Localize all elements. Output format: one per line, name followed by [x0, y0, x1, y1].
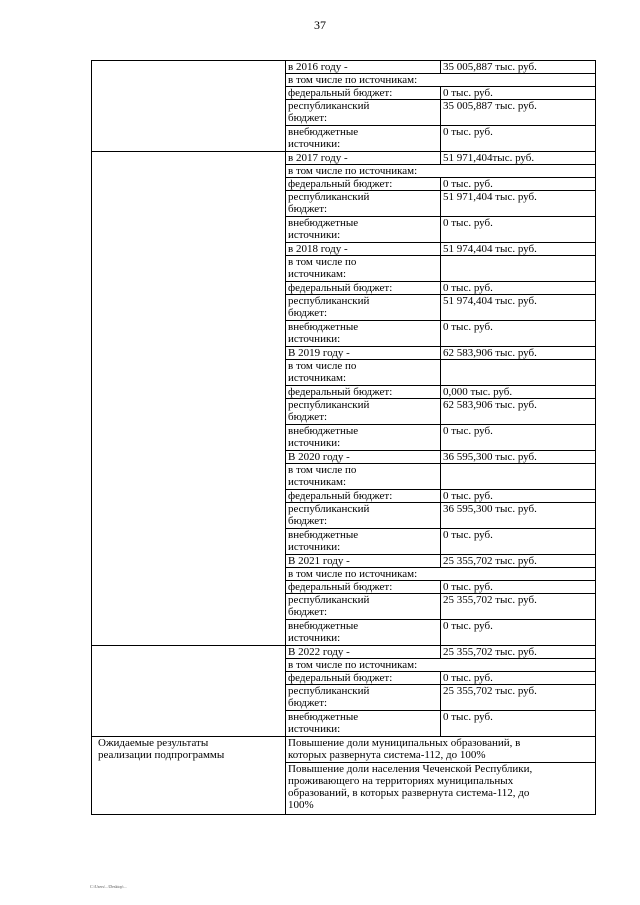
amount-cell: 0 тыс. руб. [441, 178, 596, 191]
table-row [92, 61, 596, 74]
federal-row-label-cell [286, 672, 441, 685]
republic-row-label-cell [286, 399, 441, 425]
year-label-cell: В 2021 году - [286, 555, 441, 568]
cell-line: в том числе по источникам: [288, 659, 418, 671]
extrabudget-row-label-cell [286, 126, 441, 152]
amount-cell: 0 тыс. руб. [441, 87, 596, 100]
extrabudget-row-label-cell [286, 529, 441, 555]
result-item-cell [286, 763, 596, 815]
cell-line: бюджет: [288, 112, 328, 124]
footer-file-path: С:\Users\...\Desktop\... [90, 884, 127, 889]
results-label-cell [92, 737, 286, 815]
cell-line: бюджет: [288, 515, 328, 527]
sources-row-label-cell [286, 464, 441, 490]
extrabudget-row-label-cell [286, 620, 441, 646]
amount-cell: 51 974,404 тыс. руб. [441, 295, 596, 321]
cell-line: реализации подпрограммы [98, 749, 225, 761]
cell-line: республиканский [288, 685, 370, 697]
cell-line: источники: [288, 632, 341, 644]
cell-line: федеральный бюджет: [288, 386, 393, 398]
cell-line: федеральный бюджет: [288, 581, 393, 593]
year-label-cell: В 2022 году - [286, 646, 441, 659]
amount-cell: 0 тыс. руб. [441, 711, 596, 737]
cell-line: в том числе по [288, 256, 357, 268]
amount-cell: 35 005,887 тыс. руб. [441, 100, 596, 126]
cell-line: федеральный бюджет: [288, 178, 393, 190]
amount-cell: 0 тыс. руб. [441, 126, 596, 152]
amount-cell: 25 355,702 тыс. руб. [441, 594, 596, 620]
amount-cell: 51 974,404 тыс. руб. [441, 243, 596, 256]
cell-line: Повышение доли населения Чеченской Республики, [288, 763, 533, 775]
amount-cell: 36 595,300 тыс. руб. [441, 451, 596, 464]
cell-line: источники: [288, 333, 341, 345]
cell-line: источникам: [288, 372, 347, 384]
cell-line: республиканский [288, 100, 370, 112]
cell-line: источники: [288, 437, 341, 449]
cell-line: внебюджетные [288, 321, 359, 333]
federal-row-label-cell [286, 490, 441, 503]
cell-line: в том числе по источникам: [288, 165, 418, 177]
amount-cell: 0 тыс. руб. [441, 529, 596, 555]
cell-line: образований, в которых развернута система-112, до [288, 787, 530, 799]
cell-line: внебюджетные [288, 217, 359, 229]
cell-line: проживающего на территориях муниципальных [288, 775, 514, 787]
amount-cell: 36 595,300 тыс. руб. [441, 503, 596, 529]
cell-line: федеральный бюджет: [288, 672, 393, 684]
extrabudget-row-label-cell [286, 425, 441, 451]
sources-row-label-cell [286, 568, 596, 581]
funding-table [91, 60, 596, 815]
cell-line: в том числе по [288, 464, 357, 476]
cell-line: в том числе по источникам: [288, 74, 418, 86]
federal-row-label-cell [286, 386, 441, 399]
cell-line: которых развернута система-112, до 100% [288, 749, 486, 761]
federal-row-label-cell [286, 282, 441, 295]
amount-cell: 0 тыс. руб. [441, 672, 596, 685]
amount-cell: 51 971,404тыс. руб. [441, 152, 596, 165]
sources-row-label-cell [286, 165, 596, 178]
republic-row-label-cell [286, 685, 441, 711]
sources-row-label-cell [286, 360, 441, 386]
cell-line: бюджет: [288, 606, 328, 618]
federal-row-label-cell [286, 178, 441, 191]
amount-cell: 0 тыс. руб. [441, 217, 596, 243]
amount-cell: 25 355,702 тыс. руб. [441, 685, 596, 711]
cell-line: республиканский [288, 295, 370, 307]
cell-line: республиканский [288, 399, 370, 411]
cell-line: источники: [288, 541, 341, 553]
block-label-cell [92, 646, 286, 737]
cell-line: внебюджетные [288, 425, 359, 437]
cell-line: бюджет: [288, 203, 328, 215]
cell-line: источники: [288, 229, 341, 241]
republic-row-label-cell [286, 503, 441, 529]
amount-cell: 0 тыс. руб. [441, 490, 596, 503]
amount-cell: 51 971,404 тыс. руб. [441, 191, 596, 217]
amount-cell: 0 тыс. руб. [441, 425, 596, 451]
cell-line: федеральный бюджет: [288, 87, 393, 99]
extrabudget-row-label-cell [286, 217, 441, 243]
sources-row-label-cell [286, 256, 441, 282]
empty-amount-cell [441, 360, 596, 386]
amount-cell: 0 тыс. руб. [441, 581, 596, 594]
sources-row-label-cell [286, 659, 596, 672]
table-row [92, 646, 596, 659]
block-label-cell [92, 152, 286, 646]
cell-line: бюджет: [288, 697, 328, 709]
cell-line: Повышение доли муниципальных образований, в [288, 737, 521, 749]
republic-row-label-cell [286, 295, 441, 321]
republic-row-label-cell [286, 594, 441, 620]
extrabudget-row-label-cell [286, 711, 441, 737]
republic-row-label-cell [286, 191, 441, 217]
cell-line: бюджет: [288, 411, 328, 423]
cell-line: в том числе по источникам: [288, 568, 418, 580]
block-label-cell [92, 61, 286, 152]
cell-line: 100% [288, 799, 314, 811]
year-label-cell: в 2016 году - [286, 61, 441, 74]
cell-line: внебюджетные [288, 529, 359, 541]
cell-line: федеральный бюджет: [288, 490, 393, 502]
empty-amount-cell [441, 464, 596, 490]
cell-line: внебюджетные [288, 620, 359, 632]
cell-line: бюджет: [288, 307, 328, 319]
cell-line: внебюджетные [288, 711, 359, 723]
cell-line: источникам: [288, 476, 347, 488]
amount-cell: 35 005,887 тыс. руб. [441, 61, 596, 74]
federal-row-label-cell [286, 87, 441, 100]
amount-cell: 62 583,906 тыс. руб. [441, 347, 596, 360]
year-label-cell: В 2020 году - [286, 451, 441, 464]
extrabudget-row-label-cell [286, 321, 441, 347]
cell-line: республиканский [288, 191, 370, 203]
year-label-cell: в 2017 году - [286, 152, 441, 165]
sources-row-label-cell [286, 74, 596, 87]
amount-cell: 0,000 тыс. руб. [441, 386, 596, 399]
cell-line: Ожидаемые результаты [98, 737, 209, 749]
cell-line: республиканский [288, 594, 370, 606]
amount-cell: 25 355,702 тыс. руб. [441, 555, 596, 568]
empty-amount-cell [441, 256, 596, 282]
amount-cell: 0 тыс. руб. [441, 282, 596, 295]
results-row [92, 737, 596, 763]
year-label-cell: В 2019 году - [286, 347, 441, 360]
page-number: 37 [314, 18, 326, 32]
year-label-cell: в 2018 году - [286, 243, 441, 256]
result-item-cell [286, 737, 596, 763]
cell-line: источники: [288, 138, 341, 150]
amount-cell: 0 тыс. руб. [441, 620, 596, 646]
cell-line: федеральный бюджет: [288, 282, 393, 294]
amount-cell: 62 583,906 тыс. руб. [441, 399, 596, 425]
cell-line: источники: [288, 723, 341, 735]
amount-cell: 25 355,702 тыс. руб. [441, 646, 596, 659]
cell-line: источникам: [288, 268, 347, 280]
cell-line: республиканский [288, 503, 370, 515]
amount-cell: 0 тыс. руб. [441, 321, 596, 347]
federal-row-label-cell [286, 581, 441, 594]
cell-line: внебюджетные [288, 126, 359, 138]
cell-line: в том числе по [288, 360, 357, 372]
table-row [92, 152, 596, 165]
republic-row-label-cell [286, 100, 441, 126]
